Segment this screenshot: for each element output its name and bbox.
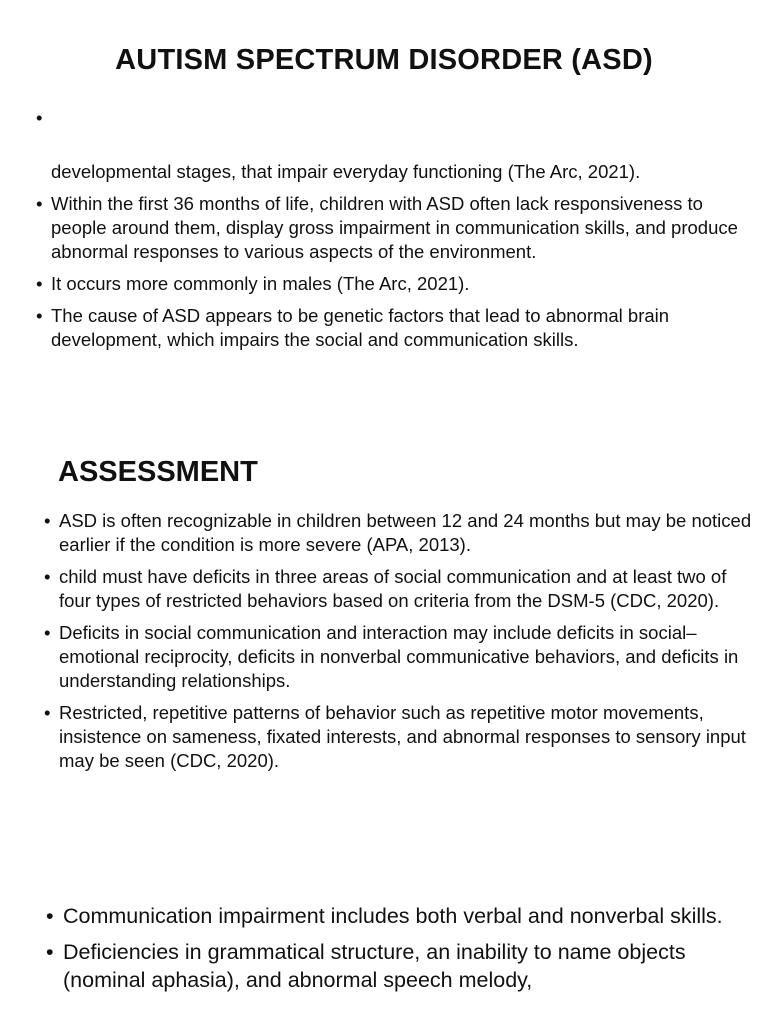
list-item-text: Communication impairment includes both verbal and nonverbal skills. [63, 904, 723, 928]
assessment-bullet-list [44, 509, 756, 781]
bullet-icon: • [36, 193, 43, 214]
list-item-text: Restricted, repetitive patterns of behavior such as repetitive motor movements, insistence on sameness, fixated interests, and abnormal responses to sensory input may be seen (CDC, 2020). [59, 702, 746, 771]
bullet-icon: • [36, 107, 43, 128]
bullet-icon: • [44, 510, 51, 531]
communication-bullet-list [46, 902, 758, 1002]
section-heading-assessment: ASSESSMENT [58, 456, 258, 488]
list-item-text: Within the first 36 months of life, children with ASD often lack responsiveness to people around them, display gross impairment in communication skills, and produce abnormal responses to various aspects of the environment. [51, 193, 738, 262]
list-item [36, 160, 756, 184]
list-item-text: ASD is often recognizable in children between 12 and 24 months but may be noticed earlier if the condition is more severe (APA, 2013). [59, 510, 752, 555]
list-item-text: It occurs more commonly in males (The Arc, 2021). [51, 273, 470, 294]
bullet-icon: • [44, 622, 51, 643]
list-item-text: Deficiencies in grammatical structure, an inability to name objects (nominal aphasia), and abnormal speech melody, [63, 940, 686, 992]
intro-bullet-list [36, 106, 756, 360]
list-item-text: child must have deficits in three areas of social communication and at least two of four types of restricted behaviors based on criteria from the DSM-5 (CDC, 2020). [59, 566, 727, 611]
list-item-text: developmental stages, that impair everyday functioning (The Arc, 2021). [51, 161, 641, 182]
list-item [46, 938, 758, 994]
bullet-icon: • [46, 904, 54, 928]
list-item [44, 621, 756, 693]
list-item-text: Deficits in social communication and interaction may include deficits in social–emotional reciprocity, deficits in nonverbal communicative behaviors, and deficits in understanding relationships. [59, 622, 739, 691]
bullet-icon: • [44, 566, 51, 587]
bullet-icon: • [46, 940, 54, 964]
bullet-icon: • [36, 273, 43, 294]
list-item [44, 565, 756, 613]
list-item [46, 902, 758, 930]
bullet-icon: • [44, 702, 51, 723]
bullet-icon: • [36, 305, 43, 326]
page-title: AUTISM SPECTRUM DISORDER (ASD) [115, 44, 653, 76]
list-item [36, 272, 756, 296]
list-item [44, 701, 756, 773]
list-item-text: The cause of ASD appears to be genetic factors that lead to abnormal brain development, which impairs the social and communication skills. [51, 305, 670, 350]
list-item [36, 192, 756, 264]
list-item [36, 304, 756, 352]
list-item [36, 106, 756, 130]
list-item [44, 509, 756, 557]
